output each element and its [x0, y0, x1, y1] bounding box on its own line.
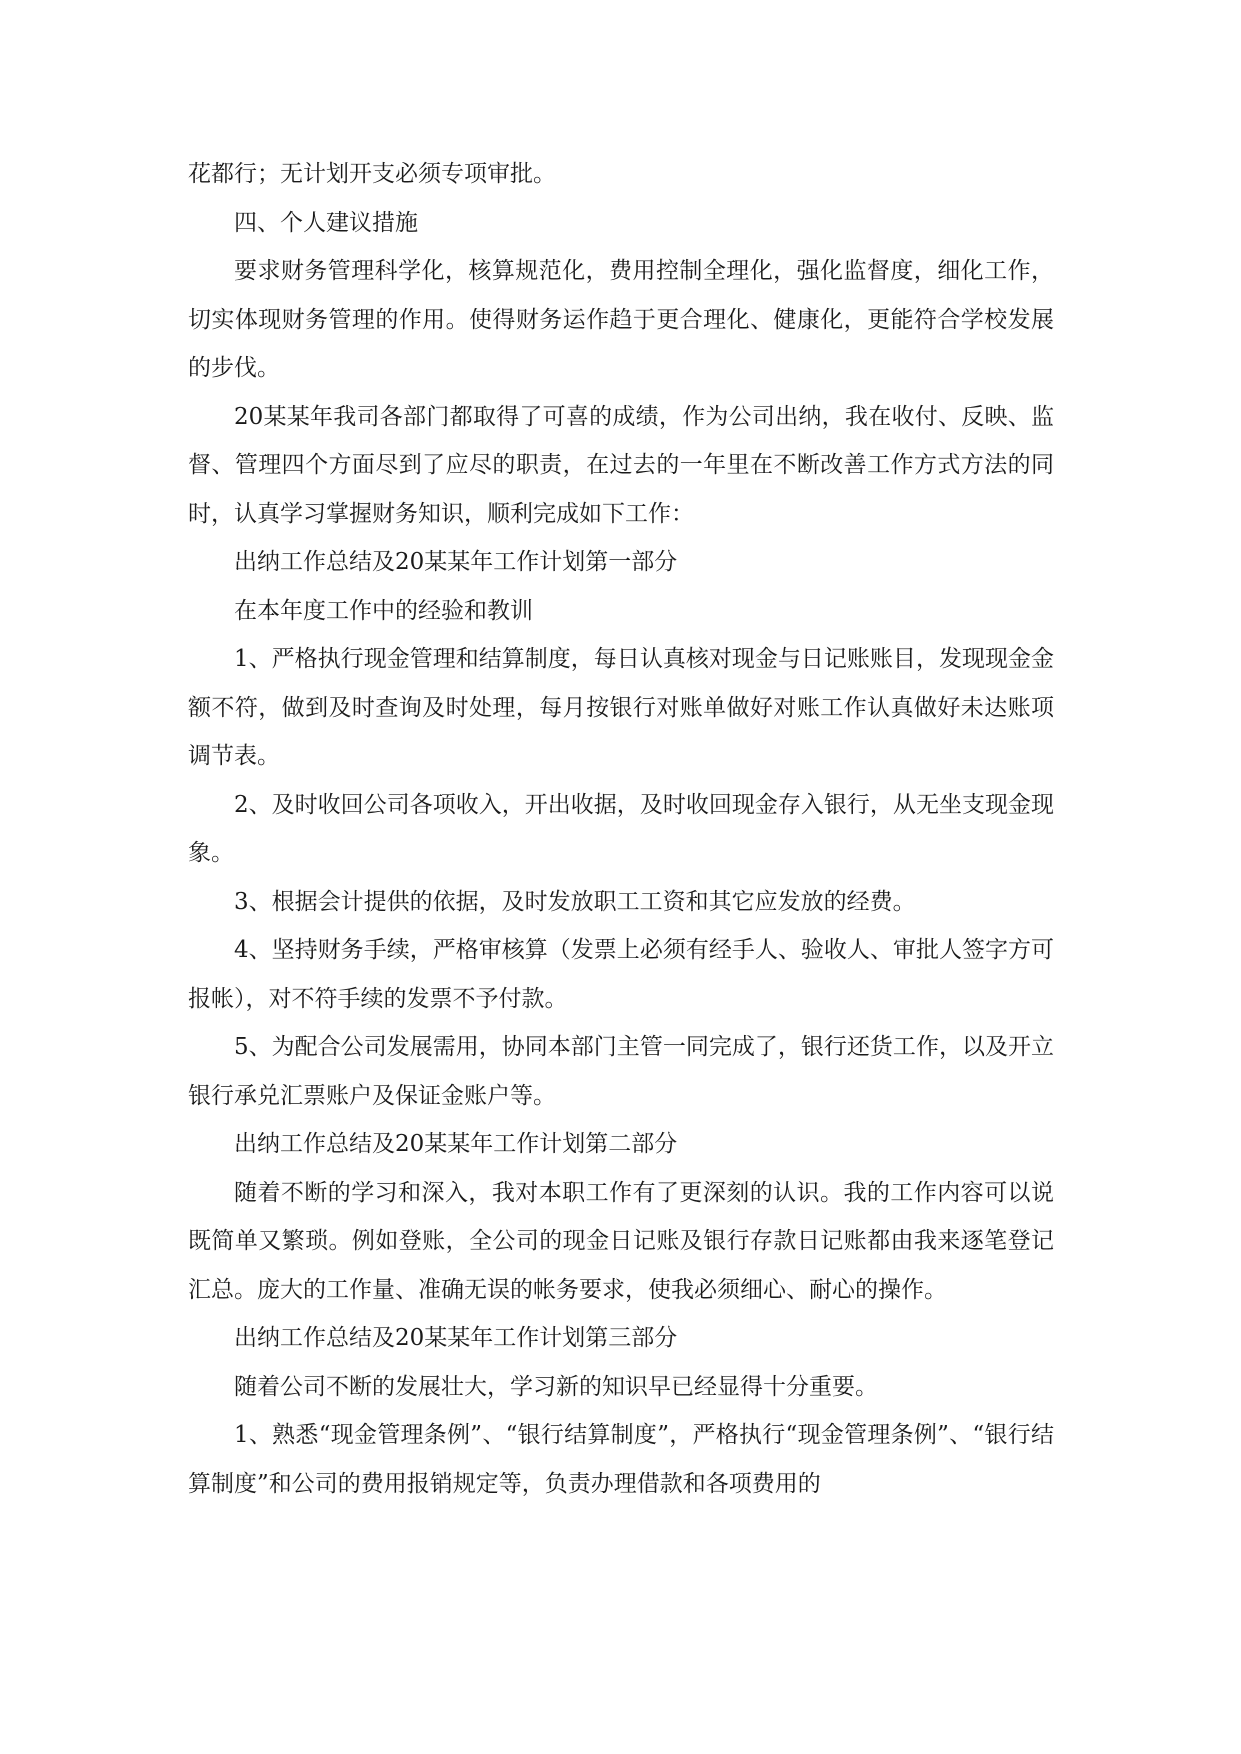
list-item: 5、为配合公司发展需用，协同本部门主管一同完成了，银行还货工作，以及开立银行承兑汇票账户及保证金账户等。: [188, 1034, 1054, 1109]
paragraph: 20某某年我司各部门都取得了可喜的成绩，作为公司出纳，我在收付、反映、监督、管理四个方面尽到了应尽的职责，在过去的一年里在不断改善工作方式方法的同时，认真学习掌握财务知识，顺利完成如下工作：: [188, 403, 1054, 527]
document-body: [188, 150, 1054, 1508]
section-heading: 在本年度工作中的经验和教训: [234, 597, 533, 624]
section-heading: 四、个人建议措施: [234, 209, 418, 236]
paragraph: 花都行；无计划开支必须专项审批。: [188, 161, 556, 187]
paragraph: 随着不断的学习和深入，我对本职工作有了更深刻的认识。我的工作内容可以说既简单又繁琐。例如登账，全公司的现金日记账及银行存款日记账都由我来逐笔登记汇总。庞大的工作量、准确无误的帐务要求，使我必须细心、耐心的操作。: [188, 1179, 1054, 1303]
list-item: 1、严格执行现金管理和结算制度，每日认真核对现金与日记账账目，发现现金金额不符，做到及时查询及时处理，每月按银行对账单做好对账工作认真做好未达账项调节表。: [188, 646, 1054, 769]
section-heading: 出纳工作总结及20某某年工作计划第二部分: [234, 1131, 678, 1157]
list-item: 2、及时收回公司各项收入，开出收据，及时收回现金存入银行，从无坐支现金现象。: [188, 791, 1054, 866]
section-heading: 出纳工作总结及20某某年工作计划第三部分: [234, 1325, 678, 1351]
list-item: 1、熟悉“现金管理条例”、“银行结算制度”，严格执行“现金管理条例”、“银行结算制度”和公司的费用报销规定等，负责办理借款和各项费用的: [188, 1422, 1054, 1497]
paragraph: 随着公司不断的发展壮大，学习新的知识早已经显得十分重要。: [234, 1373, 878, 1400]
list-item: 4、坚持财务手续，严格审核算（发票上必须有经手人、验收人、审批人签字方可报帐），对不符手续的发票不予付款。: [188, 937, 1054, 1012]
section-heading: 出纳工作总结及20某某年工作计划第一部分: [234, 549, 678, 575]
paragraph: 要求财务管理科学化，核算规范化，费用控制全理化，强化监督度，细化工作，切实体现财务管理的作用。使得财务运作趋于更合理化、健康化，更能符合学校发展的步伐。: [188, 258, 1054, 381]
list-item: 3、根据会计提供的依据，及时发放职工工资和其它应发放的经费。: [234, 888, 916, 915]
